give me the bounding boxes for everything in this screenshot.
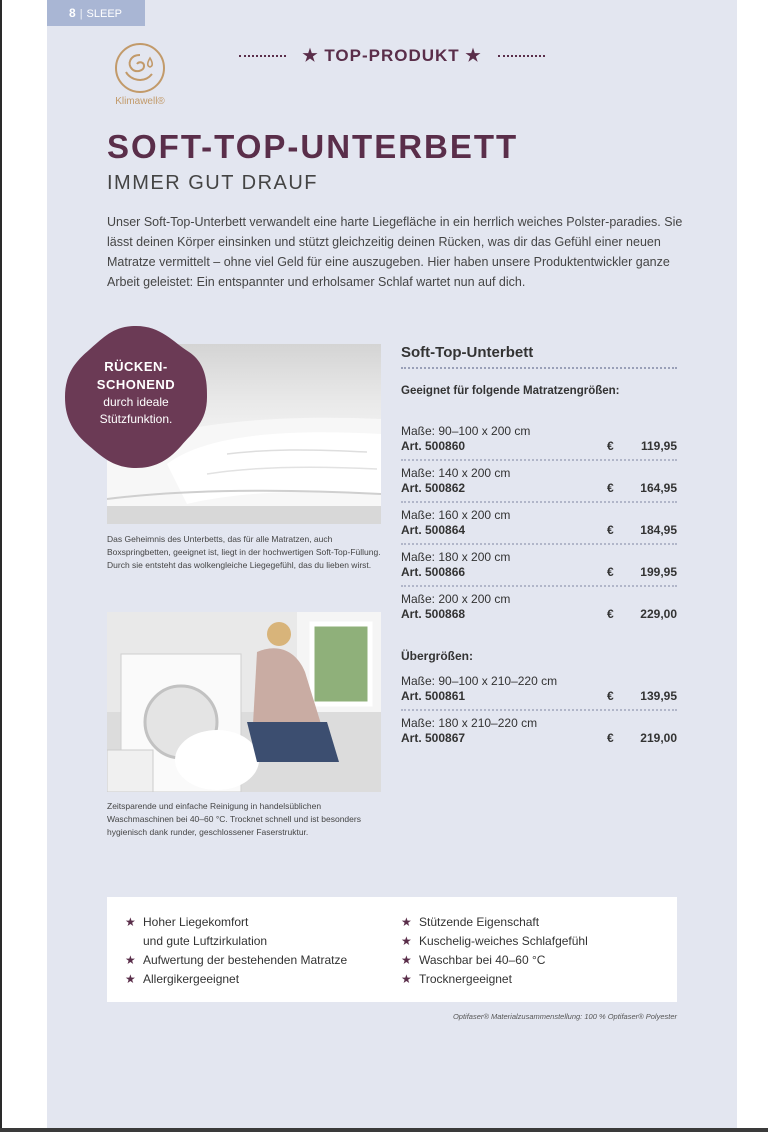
article-number: Art. 500867 — [401, 731, 466, 745]
top-product-heading — [223, 46, 561, 66]
top-product-label: ★ TOP-PRODUKT ★ — [302, 46, 482, 65]
price-value: 184,95 — [640, 523, 677, 537]
price-row — [401, 587, 677, 627]
price-row — [401, 711, 677, 751]
star-icon: ★ — [401, 972, 412, 986]
badge-line-2: SCHONEND — [96, 377, 176, 392]
size-label: Maße: 180 x 200 cm — [401, 550, 511, 564]
feature-item: ★ Trocknergeeignet — [401, 970, 588, 989]
page-tab: 8 | SLEEP — [47, 0, 145, 26]
size-label: Maße: 90–100 x 210–220 cm — [401, 674, 558, 688]
page-number: 8 — [69, 6, 76, 20]
price-value: 229,00 — [640, 607, 677, 621]
feature-item: ★ Aufwertung der bestehenden Matratze — [125, 951, 347, 970]
currency-symbol: € — [607, 439, 614, 453]
size-label: Maße: 90–100 x 200 cm — [401, 424, 531, 438]
star-icon: ★ — [401, 934, 412, 948]
badge-line-3: durch ideale — [103, 395, 169, 409]
star-icon: ★ — [401, 915, 412, 929]
washing-machine-photo — [107, 612, 381, 792]
oversize-label: Übergrößen: — [401, 649, 473, 663]
article-number: Art. 500861 — [401, 689, 466, 703]
suitable-sizes-label: Geeignet für folgende Matratzengrößen: — [401, 385, 620, 397]
material-footnote: Optifaser® Materialzusammenstellung: 100 % Optifaser® Polyester — [452, 1012, 677, 1021]
article-number: Art. 500868 — [401, 607, 466, 621]
currency-symbol: € — [607, 607, 614, 621]
feature-item: ★ Hoher Liegekomfort — [125, 913, 347, 932]
feature-list-right — [401, 913, 588, 989]
feature-item: ★ Allergikergeeignet — [125, 970, 347, 989]
article-number: Art. 500864 — [401, 523, 466, 537]
badge-line-1: RÜCKEN- — [104, 359, 168, 374]
product-title: SOFT-TOP-UNTERBETT — [107, 128, 519, 165]
star-icon: ★ — [401, 953, 412, 967]
star-icon: ★ — [125, 915, 136, 929]
caption-filling: Das Geheimnis des Unterbetts, das für alle Matratzen, auch Boxspringbetten, geeignet ist, liegt in der hochwertigen Soft-Top-Füllung. Durch sie entsteht das wolkengleiche Liegegefühl, das du lieben wirst. — [107, 534, 381, 570]
price-value: 219,00 — [640, 731, 677, 745]
product-subtitle: IMMER GUT DRAUF — [107, 172, 319, 194]
price-row — [401, 461, 677, 503]
size-label: Maße: 160 x 200 cm — [401, 508, 511, 522]
badge-line-4: Stützfunktion. — [99, 412, 173, 426]
feature-item: ★ Kuschelig-weiches Schlafgefühl — [401, 932, 588, 951]
feature-item: ★ Waschbar bei 40–60 °C — [401, 951, 588, 970]
currency-symbol: € — [607, 565, 614, 579]
feature-box — [107, 897, 677, 1002]
section-label: SLEEP — [86, 8, 123, 20]
price-value: 119,95 — [640, 439, 677, 453]
article-number: Art. 500866 — [401, 565, 466, 579]
price-row — [401, 419, 677, 461]
caption-washing: Zeitsparende und einfache Reinigung in handelsüblichen Waschmaschinen bei 40–60 °C. Trocknet schnell und ist besonders hygienisch dank runder, geschlossener Faserstruktur. — [107, 801, 361, 837]
price-value: 164,95 — [640, 481, 677, 495]
page-margin-right — [737, 0, 768, 1128]
currency-symbol: € — [607, 523, 614, 537]
price-value: 199,95 — [640, 565, 677, 579]
size-label: Maße: 200 x 200 cm — [401, 592, 511, 606]
logo-brand-name: Klimawell® — [115, 96, 165, 107]
window-border-bottom — [0, 1128, 768, 1132]
article-number: Art. 500862 — [401, 481, 466, 495]
feature-item: ★ Stützende Eigenschaft — [401, 913, 588, 932]
article-number: Art. 500860 — [401, 439, 466, 453]
star-icon: ★ — [125, 972, 136, 986]
feature-item: und gute Luftzirkulation — [143, 934, 268, 948]
catalog-page — [47, 0, 737, 1128]
star-icon: ★ — [125, 953, 136, 967]
klimawell-swirl-icon — [114, 42, 166, 94]
intro-text: Unser Soft-Top-Unterbett verwandelt eine harte Liegefläche in ein herrlich weiches Polster-paradies. Sie lässt deinen Körper einsinken und stützt gleichzeitig deinen Rücken, was dir das Gefühl einer neuen Matratze vermittelt – ohne viel Geld für eine auszugeben. Hier haben unsere Produktentwickler ganze Arbeit geleistet: Ein entspannter und erholsamer Schlaf wartet nun auf dich. — [107, 215, 683, 289]
size-label: Maße: 140 x 200 cm — [401, 466, 511, 480]
product-price-list — [401, 344, 677, 751]
feature-list-left — [125, 913, 347, 989]
currency-symbol: € — [607, 689, 614, 703]
price-value: 139,95 — [640, 689, 677, 703]
price-row — [401, 545, 677, 587]
currency-symbol: € — [607, 481, 614, 495]
window-border-left — [0, 0, 2, 1132]
back-friendly-badge — [61, 322, 211, 472]
price-row — [401, 503, 677, 545]
price-row — [401, 669, 677, 711]
price-list-title: Soft-Top-Unterbett — [401, 344, 677, 369]
klimawell-logo — [105, 42, 175, 107]
currency-symbol: € — [607, 731, 614, 745]
size-label: Maße: 180 x 210–220 cm — [401, 716, 538, 730]
